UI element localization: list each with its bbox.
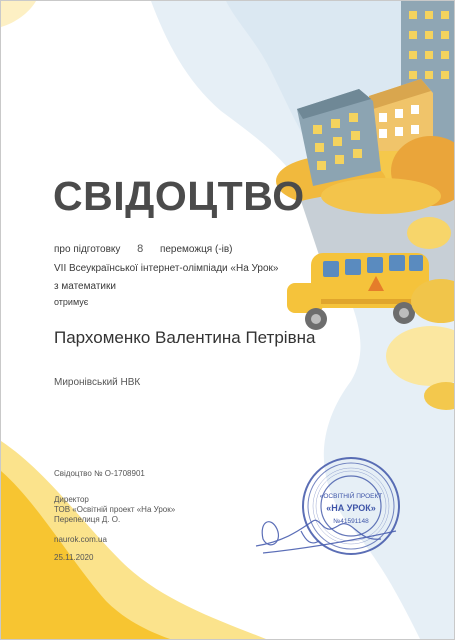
- olympiad-name: VII Всеукраїнської інтернет-олімпіади «На Урок»: [54, 263, 279, 274]
- stamp-code: №41591148: [333, 518, 369, 525]
- director-name: Перепелиця Д. О.: [54, 515, 121, 524]
- stamp-text-main: «НА УРОК»: [326, 503, 376, 513]
- certificate-number: Свідоцтво № О-1708901: [54, 469, 145, 478]
- certificate-title: СВІДОЦТВО: [53, 173, 305, 219]
- decorative-background: [1, 1, 455, 640]
- received-label: отримує: [54, 297, 89, 307]
- preparation-line: [54, 243, 233, 255]
- preparation-label: про підготовку: [54, 244, 121, 255]
- stamp-text-top: «ОСВІТНІЙ ПРОЕКТ: [319, 493, 383, 500]
- issue-date: 25.11.2020: [54, 553, 94, 562]
- director-title: Директор: [54, 495, 89, 504]
- winners-count: 8: [137, 243, 144, 255]
- website: naurok.com.ua: [54, 535, 107, 544]
- subject: з математики: [54, 281, 116, 292]
- winners-label: переможця (-ів): [159, 244, 233, 255]
- organization-name: ТОВ «Освітній проект «На Урок»: [54, 505, 176, 514]
- director-block: [54, 495, 175, 525]
- recipient-name: Пархоменко Валентина Петрівна: [54, 328, 316, 347]
- school-name: Миронівський НВК: [54, 377, 141, 388]
